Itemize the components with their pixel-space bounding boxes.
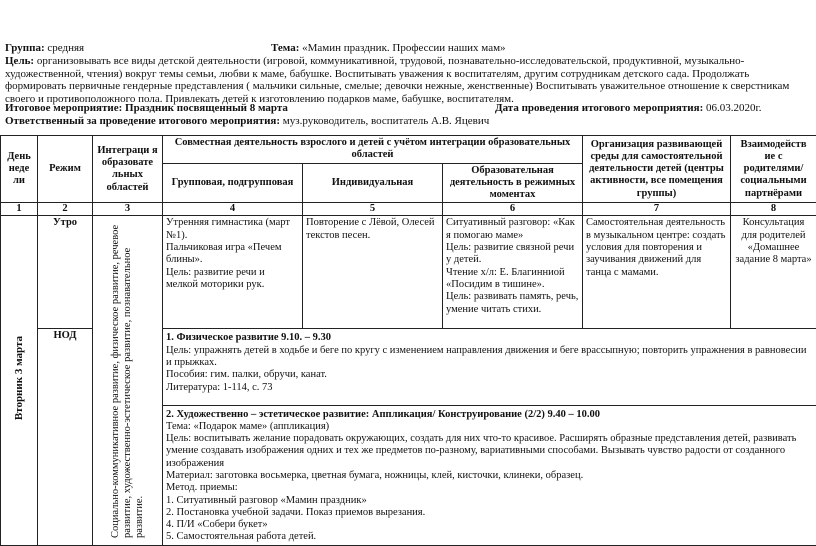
header-areas: Интеграци я образовате льных областей bbox=[93, 136, 163, 203]
nod-block-1-line: Цель: упражнять детей в ходьбе и беге по кругу с изменением направления движения и беге врассыпную; повторить упражнения в равновесии и прыжках. bbox=[166, 345, 813, 370]
event-date-label: Дата проведения итогового мероприятия: bbox=[495, 102, 703, 114]
header-row-1 bbox=[1, 136, 816, 164]
morning-group-line: Пальчиковая игра «Печем блины». bbox=[166, 242, 299, 267]
morning-environment-cell: Самостоятельная деятельность в музыкальном центре: создать условия для повторения и заучивания движений для танца с мамами. bbox=[583, 216, 731, 329]
goal-row bbox=[5, 55, 810, 105]
nod-block-2 bbox=[163, 405, 816, 545]
morning-row bbox=[1, 216, 816, 329]
morning-group-cell bbox=[163, 216, 303, 329]
nod-block-2-line: 2. Постановка учебной задачи. Показ приемов вырезания. bbox=[166, 507, 813, 519]
areas-cell bbox=[93, 216, 163, 545]
group-label: Группа: bbox=[5, 42, 45, 54]
goal-label: Цель: bbox=[5, 55, 34, 67]
nod-block-1-line: Литература: 1-114, с. 73 bbox=[166, 382, 813, 394]
column-number-row bbox=[1, 203, 816, 216]
theme bbox=[271, 42, 506, 55]
header-individual: Индивидуальная bbox=[303, 163, 443, 203]
responsible-row bbox=[5, 115, 810, 128]
morning-edu-cell bbox=[443, 216, 583, 329]
group-value: средняя bbox=[47, 42, 84, 54]
morning-edu-line: Чтение х/л: Е. Благинниой «Посидим в тишине». bbox=[446, 267, 579, 292]
morning-edu-line: Ситуативный разговор: «Как я помогаю маме» bbox=[446, 217, 579, 242]
areas-value: Социально-коммуникативное развитие, физическое развитие, речевое развитие, художественно-эстетическое развитие, познавательное развитие. bbox=[110, 218, 146, 538]
col-number: 2 bbox=[38, 203, 93, 216]
morning-edu-line: Цель: развивать память, речь, умение читать стихи. bbox=[446, 291, 579, 316]
header-joint: Совместная деятельность взрослого и детей с учётом интеграции образовательных областей bbox=[163, 136, 583, 164]
nod-block-1-line: Пособия: гим. палки, обручи, канат. bbox=[166, 369, 813, 381]
nod-block-2-line: Метод. приемы: bbox=[166, 482, 813, 494]
final-event-label: Итоговое мероприятие: Праздник посвященный 8 марта bbox=[5, 102, 288, 114]
theme-label: Тема: bbox=[271, 42, 299, 54]
mode-morning: Утро bbox=[38, 216, 93, 329]
header-group: Групповая, подгрупповая bbox=[163, 163, 303, 203]
col-number: 1 bbox=[1, 203, 38, 216]
event-date bbox=[495, 102, 762, 115]
responsible-label: Ответственный за проведение итогового мероприятия: bbox=[5, 115, 280, 127]
final-event-row bbox=[5, 102, 810, 115]
col-number: 8 bbox=[731, 203, 816, 216]
morning-group-line: Цель: развитие речи и мелкой моторики рук. bbox=[166, 267, 299, 292]
col-number: 7 bbox=[583, 203, 731, 216]
nod-block-2-title: 2. Художественно – эстетическое развитие: Аппликация/ Конструирование (2/2) 9.40 – 10.00 bbox=[166, 409, 813, 421]
header-environment: Организация развивающей среды для самостоятельной деятельности детей (центры активности, все помещения группы) bbox=[583, 136, 731, 203]
header-edu-moments: Образовательная деятельность в режимных моментах bbox=[443, 163, 583, 203]
mode-nod: НОД bbox=[38, 329, 93, 545]
nod-block-2-line: 5. Самостоятельная работа детей. bbox=[166, 531, 813, 543]
theme-value: «Мамин праздник. Профессии наших мам» bbox=[302, 42, 505, 54]
day-value: Вторник 3 марта bbox=[13, 336, 25, 420]
morning-parents-cell: Консультация для родителей «Домашнее задание 8 марта» bbox=[731, 216, 816, 329]
responsible-value: муз.руководитель, воспитатель А.В. Яцевич bbox=[283, 115, 489, 127]
nod-block-2-line: Тема: «Подарок маме» (аппликация) bbox=[166, 421, 813, 433]
morning-individual-cell: Повторение с Лёвой, Олесей текстов песен. bbox=[303, 216, 443, 329]
goal-value: организовывать все виды детской деятельности (игровой, коммуникативной, трудовой, познавательно-исследовательской, продуктивной, музыкально-художественной, чтения) вокруг темы семьи, любви к маме, бабушке. Воспитывать уважения к воспитателям, другим сотрудникам детского сада. Продолжать формировать первичные гендерные представления ( мальчики сильные, смелые; девочки нежные, женственные) Воспитывать уважительное отношение к сверстникам своего и противоположного пола. Привлекать детей к изготовлению подарков маме, бабушке, воспитателям. bbox=[5, 55, 789, 105]
group-theme-row bbox=[5, 42, 815, 55]
col-number: 6 bbox=[443, 203, 583, 216]
nod-block-2-line: 1. Ситуативный разговор «Мамин праздник» bbox=[166, 495, 813, 507]
nod-block-1-title: 1. Физическое развитие 9.10. – 9.30 bbox=[166, 332, 813, 344]
nod-block-1 bbox=[163, 329, 816, 405]
col-number: 3 bbox=[93, 203, 163, 216]
plan-table bbox=[0, 135, 816, 546]
header-mode: Режим bbox=[38, 136, 93, 203]
header-day: День неде ли bbox=[1, 136, 38, 203]
header-parents: Взаимодейств ие с родителями/ социальными партнёрами bbox=[731, 136, 816, 203]
col-number: 4 bbox=[163, 203, 303, 216]
nod-block-2-line: Цель: воспитывать желание порадовать окружающих, создать для них что-то красивое. Расширять образные представления детей, развивать умение создавать изображения одних и тех же предметов по-разному, вариативными способами. Вызывать чувство радости от созданного изображения bbox=[166, 433, 813, 470]
day-cell bbox=[1, 216, 38, 545]
nod-block-2-line: Материал: заготовка восьмерка, цветная бумага, ножницы, клей, кисточки, клинеки, образец. bbox=[166, 470, 813, 482]
nod-block-2-line: 4. П/И «Собери букет» bbox=[166, 519, 813, 531]
morning-group-line: Утренняя гимнастика (март №1). bbox=[166, 217, 299, 242]
col-number: 5 bbox=[303, 203, 443, 216]
event-date-value: 06.03.2020г. bbox=[706, 102, 762, 114]
morning-edu-line: Цель: развитие связной речи у детей. bbox=[446, 242, 579, 267]
